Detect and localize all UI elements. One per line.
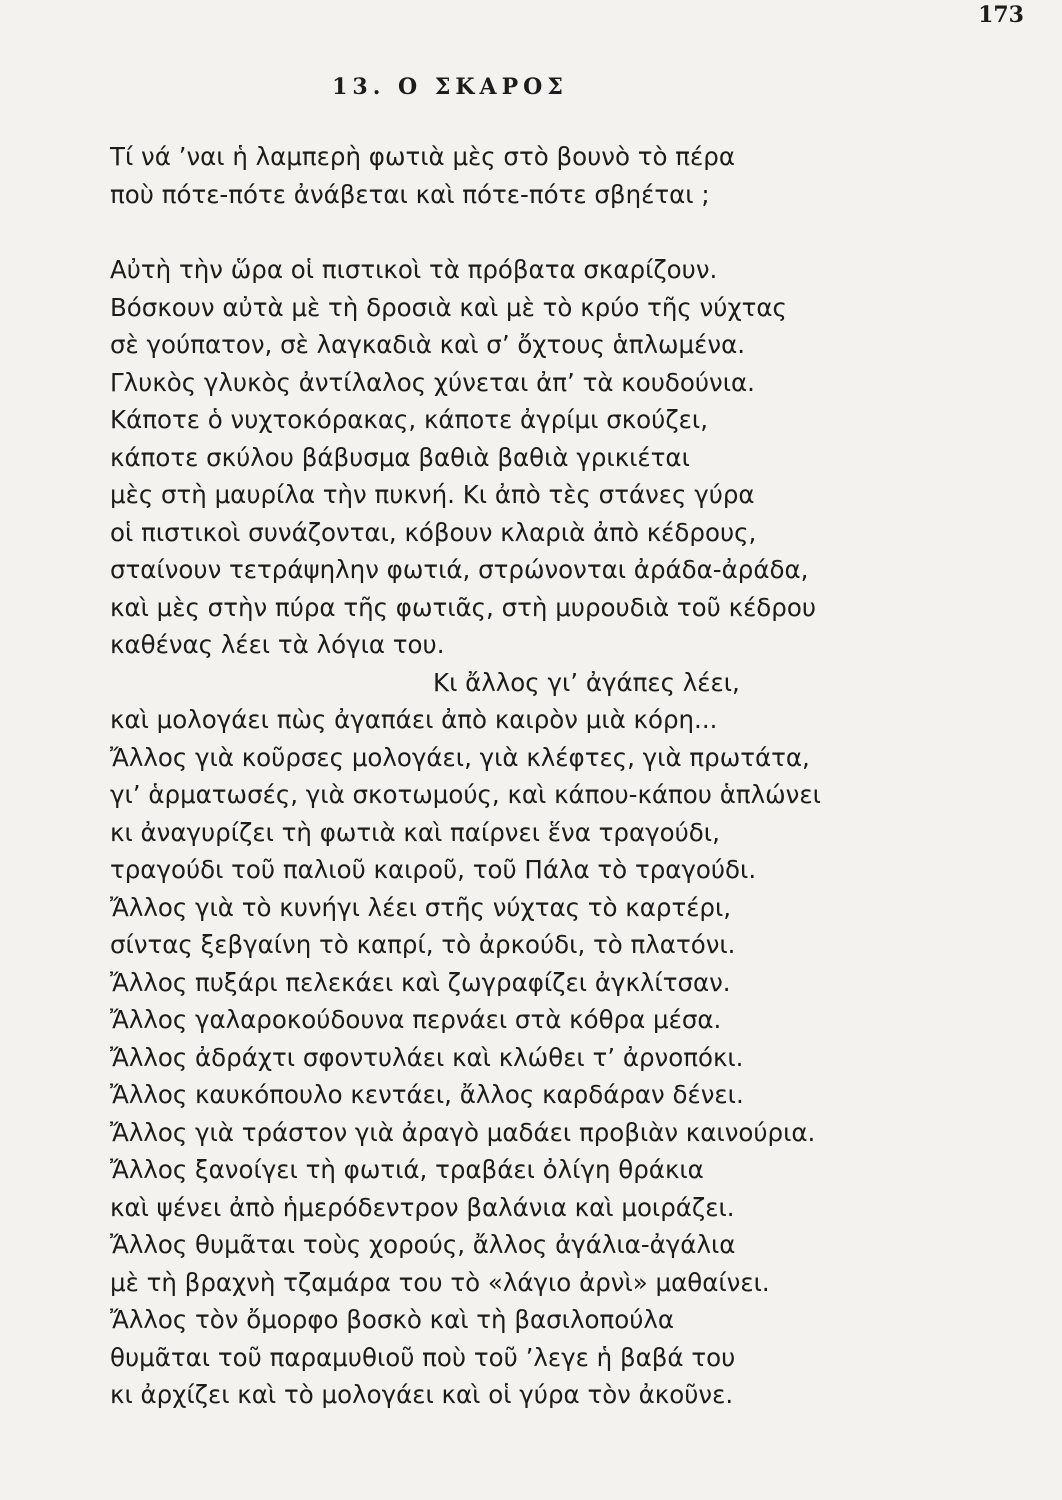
poem-line: οἱ πιστικοὶ συνάζονται, κόβουν κλαριὰ ἀπὸ κέδρους, <box>110 517 757 547</box>
poem-line: καὶ μολογάει πὼς ἀγαπάει ἀπὸ καιρὸν μιὰ κόρη... <box>110 705 718 734</box>
poem-line-indented: Κι ἄλλος γι’ ἀγάπες λέει, <box>433 667 740 697</box>
poem-line: ποὺ πότε-πότε ἀνάβεται καὶ πότε-πότε σβηέται ; <box>110 179 710 209</box>
poem-line: Γλυκὸς γλυκὸς ἀντίλαλος χύνεται ἀπ’ τὰ κουδούνια. <box>110 367 755 397</box>
poem-line: Ἄλλος ἀδράχτι σφοντυλάει καὶ κλώθει τ’ ἀρνοπόκι. <box>110 1042 744 1072</box>
poem-line: Τί νά ’ναι ἡ λαμπερὴ φωτιὰ μὲς στὸ βουνὸ τὸ πέρα <box>110 142 735 171</box>
stanza-2 <box>110 251 910 1414</box>
poem-line: κάποτε σκύλου βάβυσμα βαθιὰ βαθιὰ γρικιέται <box>110 442 690 472</box>
page-number: 173 <box>978 2 1024 28</box>
poem-line: Ἄλλος τὸν ὄμορφο βοσκὸ καὶ τὴ βασιλοπούλα <box>110 1305 675 1334</box>
poem-line: Βόσκουν αὐτὰ μὲ τὴ δροσιὰ καὶ μὲ τὸ κρύο τῆς νύχτας <box>110 292 787 322</box>
poem-line: καθένας λέει τὰ λόγια του. <box>110 630 445 659</box>
poem-line: μὲ τὴ βραχνὴ τζαμάρα του τὸ «λάγιο ἀρνὶ» μαθαίνει. <box>110 1267 770 1297</box>
poem-line: σίντας ξεβγαίνη τὸ καπρί, τὸ ἀρκούδι, τὸ πλατόνι. <box>110 930 736 959</box>
poem-line: Ἄλλος γιὰ τὸ κυνήγι λέει στῆς νύχτας τὸ καρτέρι, <box>110 892 732 922</box>
poem-line: καὶ ψένει ἀπὸ ἡμερόδεντρον βαλάνια καὶ μοιράζει. <box>110 1192 735 1222</box>
poem-line: μὲς στὴ μαυρίλα τὴν πυκνή. Κι ἀπὸ τὲς στάνες γύρα <box>110 480 755 509</box>
poem-body <box>110 138 910 1414</box>
poem-line: γι’ ἁρματωσές, γιὰ σκοτωμούς, καὶ κάπου-κάπου ἁπλώνει <box>110 780 821 809</box>
poem-line: Ἄλλος θυμᾶται τοὺς χορούς, ἄλλος ἀγάλια-ἀγάλια <box>110 1230 736 1259</box>
poem-line: Ἄλλος πυξάρι πελεκάει καὶ ζωγραφίζει ἀγκλίτσαν. <box>110 967 731 997</box>
poem-line: καὶ μὲς στὴν πύρα τῆς φωτιᾶς, στὴ μυρουδιὰ τοῦ κέδρου <box>110 592 817 622</box>
stanza-1 <box>110 138 910 213</box>
poem-line: τραγούδι τοῦ παλιοῦ καιροῦ, τοῦ Πάλα τὸ τραγούδι. <box>110 855 757 884</box>
poem-line: Ἄλλος καυκόπουλο κεντάει, ἄλλος καρδάραν δένει. <box>110 1080 744 1109</box>
poem-title: 13. Ο ΣΚΑΡΟΣ <box>332 74 568 100</box>
poem-line: θυμᾶται τοῦ παραμυθιοῦ ποὺ τοῦ ’λεγε ἡ βαβά του <box>110 1342 736 1372</box>
poem-line: σταίνουν τετράψηλην φωτιά, στρώνονται ἀράδα-ἀράδα, <box>110 555 809 584</box>
poem-line: κι ἀρχίζει καὶ τὸ μολογάει καὶ οἱ γύρα τὸν ἀκοῦνε. <box>110 1380 734 1409</box>
poem-line: κι ἀναγυρίζει τὴ φωτιὰ καὶ παίρνει ἕνα τραγούδι, <box>110 817 720 847</box>
poem-line: Αὐτὴ τὴν ὥρα οἱ πιστικοὶ τὰ πρόβατα σκαρίζουν. <box>110 255 718 284</box>
poem-line: Κάποτε ὁ νυχτοκόρακας, κάποτε ἀγρίμι σκούζει, <box>110 405 708 434</box>
poem-line: Ἄλλος γιὰ κοῦρσες μολογάει, γιὰ κλέφτες, γιὰ πρωτάτα, <box>110 742 810 772</box>
poem-line: σὲ γούπατον, σὲ λαγκαδιὰ καὶ σ’ ὄχτους ἁπλωμένα. <box>110 330 746 359</box>
poem-line: Ἄλλος ξανοίγει τὴ φωτιά, τραβάει ὀλίγη θράκια <box>110 1155 704 1184</box>
poem-line: Ἄλλος γιὰ τράστον γιὰ ἀραγὸ μαδάει προβιὰν καινούρια. <box>110 1117 816 1147</box>
poem-line: Ἄλλος γαλαροκούδουνα περνάει στὰ κόθρα μέσα. <box>110 1005 722 1034</box>
